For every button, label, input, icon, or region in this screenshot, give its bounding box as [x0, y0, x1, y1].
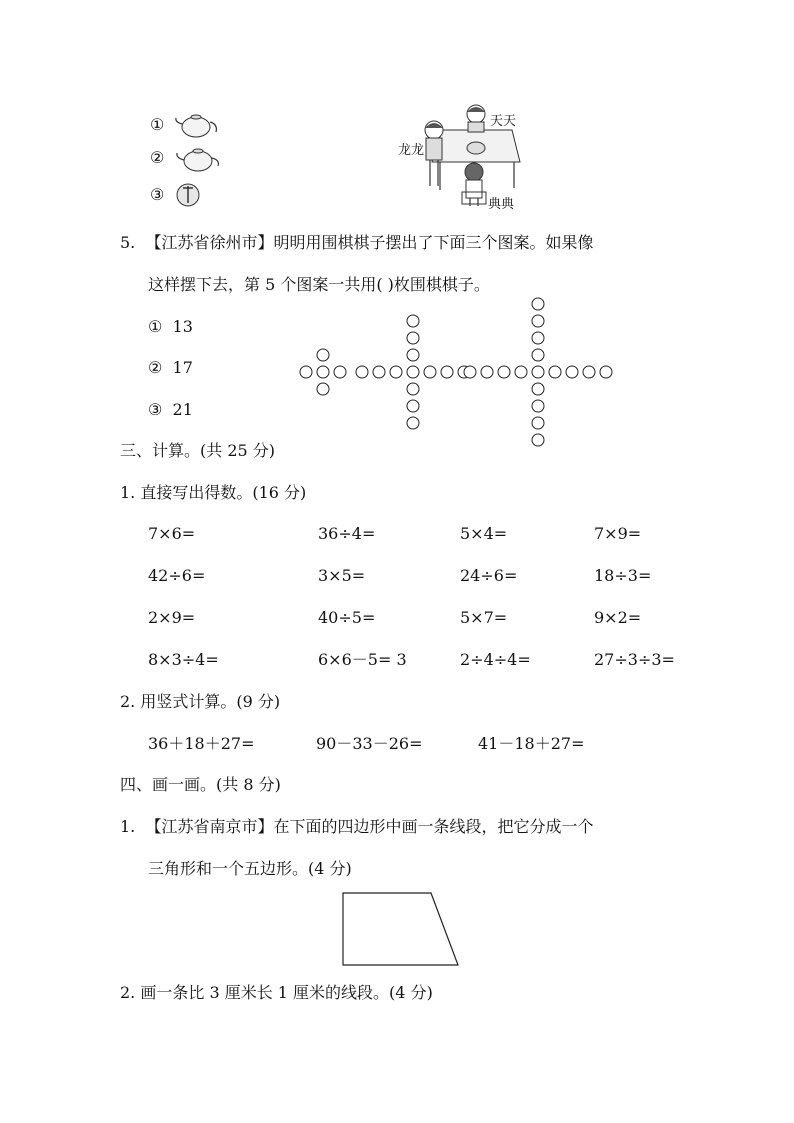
go-stone	[600, 366, 612, 378]
go-pattern-2	[356, 315, 470, 429]
calc-item: 18÷3=	[594, 566, 652, 585]
section4-q2-label: 2. 画一条比 3 厘米长 1 厘米的线段。(4 分)	[120, 983, 433, 1002]
go-stone	[407, 400, 419, 412]
go-stone	[300, 366, 312, 378]
name-label-bottom: 典典	[488, 197, 515, 212]
option-number: ①	[148, 317, 163, 336]
go-stone	[532, 383, 544, 395]
section4-q1-line2: 三角形和一个五边形。(4 分)	[148, 859, 352, 878]
calc-item: 9×2=	[594, 608, 642, 627]
name-label-left: 龙龙	[398, 143, 425, 158]
go-stone	[532, 315, 544, 327]
go-stone	[424, 366, 436, 378]
calc-item: 40÷5=	[318, 608, 376, 627]
question-number: 1.	[120, 817, 136, 836]
section3-q1-label: 1. 直接写出得数。(16 分)	[120, 483, 307, 502]
go-stone	[532, 417, 544, 429]
go-stone	[407, 349, 419, 361]
go-stone	[407, 366, 419, 378]
name-label-top: 天天	[490, 114, 517, 129]
go-stone	[566, 366, 578, 378]
vertical-calc-item: 90－33－26=	[316, 734, 423, 753]
calc-item: 5×7=	[460, 608, 508, 627]
quadrilateral-figure	[340, 890, 464, 970]
calc-item: 7×9=	[594, 524, 642, 543]
option-value: 17	[172, 358, 193, 377]
go-stone	[317, 366, 329, 378]
section4-heading: 四、画一画。(共 8 分)	[120, 775, 281, 794]
go-stone	[334, 366, 346, 378]
go-stone	[532, 400, 544, 412]
question-text: 【江苏省南京市】在下面的四边形中画一条线段，把它分成一个	[145, 817, 594, 836]
go-stone	[498, 366, 510, 378]
question-number: 5.	[120, 233, 136, 252]
go-stone	[317, 349, 329, 361]
option-number: ②	[150, 148, 165, 167]
calc-item: 7×6=	[148, 524, 196, 543]
question-text: 【江苏省徐州市】明明用围棋棋子摆出了下面三个图案。如果像	[145, 233, 594, 252]
option-number: ①	[150, 115, 165, 134]
calc-item: 24÷6=	[460, 566, 518, 585]
go-stone-patterns	[0, 0, 794, 440]
option-number: ③	[148, 400, 163, 419]
calc-item: 6×6－5= 3	[318, 650, 407, 669]
go-stone	[481, 366, 493, 378]
option-number: ②	[148, 358, 163, 377]
section3-heading: 三、计算。(共 25 分)	[120, 441, 276, 460]
go-stone	[407, 332, 419, 344]
calc-item: 36÷4=	[318, 524, 376, 543]
go-stone	[464, 366, 476, 378]
calc-item: 2÷4÷4=	[460, 650, 531, 669]
go-stone	[532, 366, 544, 378]
go-stone	[441, 366, 453, 378]
calc-item: 8×3÷4=	[148, 650, 219, 669]
go-stone	[532, 332, 544, 344]
go-stone	[407, 315, 419, 327]
go-stone	[532, 298, 544, 310]
calc-item: 5×4=	[460, 524, 508, 543]
go-pattern-3	[464, 298, 612, 446]
go-stone	[407, 417, 419, 429]
go-stone	[407, 383, 419, 395]
calc-item: 2×9=	[148, 608, 196, 627]
go-stone	[583, 366, 595, 378]
go-stone	[532, 434, 544, 446]
go-stone	[390, 366, 402, 378]
calc-item: 42÷6=	[148, 566, 206, 585]
section4-q1-line1	[120, 817, 593, 837]
go-stone	[373, 366, 385, 378]
q5-line2: 这样摆下去，第 5 个图案一共用( )枚围棋棋子。	[148, 275, 490, 294]
calc-item: 27÷3÷3=	[594, 650, 675, 669]
vertical-calc-item: 36＋18＋27=	[148, 734, 255, 753]
go-stone	[317, 383, 329, 395]
calc-item: 3×5=	[318, 566, 366, 585]
go-stone	[549, 366, 561, 378]
option-value: 21	[172, 400, 193, 419]
vertical-calc-item: 41－18＋27=	[478, 734, 585, 753]
option-number: ③	[150, 185, 165, 204]
option-value: 13	[172, 317, 193, 336]
section3-q2-label: 2. 用竖式计算。(9 分)	[120, 692, 281, 711]
go-stone	[515, 366, 527, 378]
go-stone	[356, 366, 368, 378]
go-pattern-1	[300, 349, 346, 395]
go-stone	[532, 349, 544, 361]
